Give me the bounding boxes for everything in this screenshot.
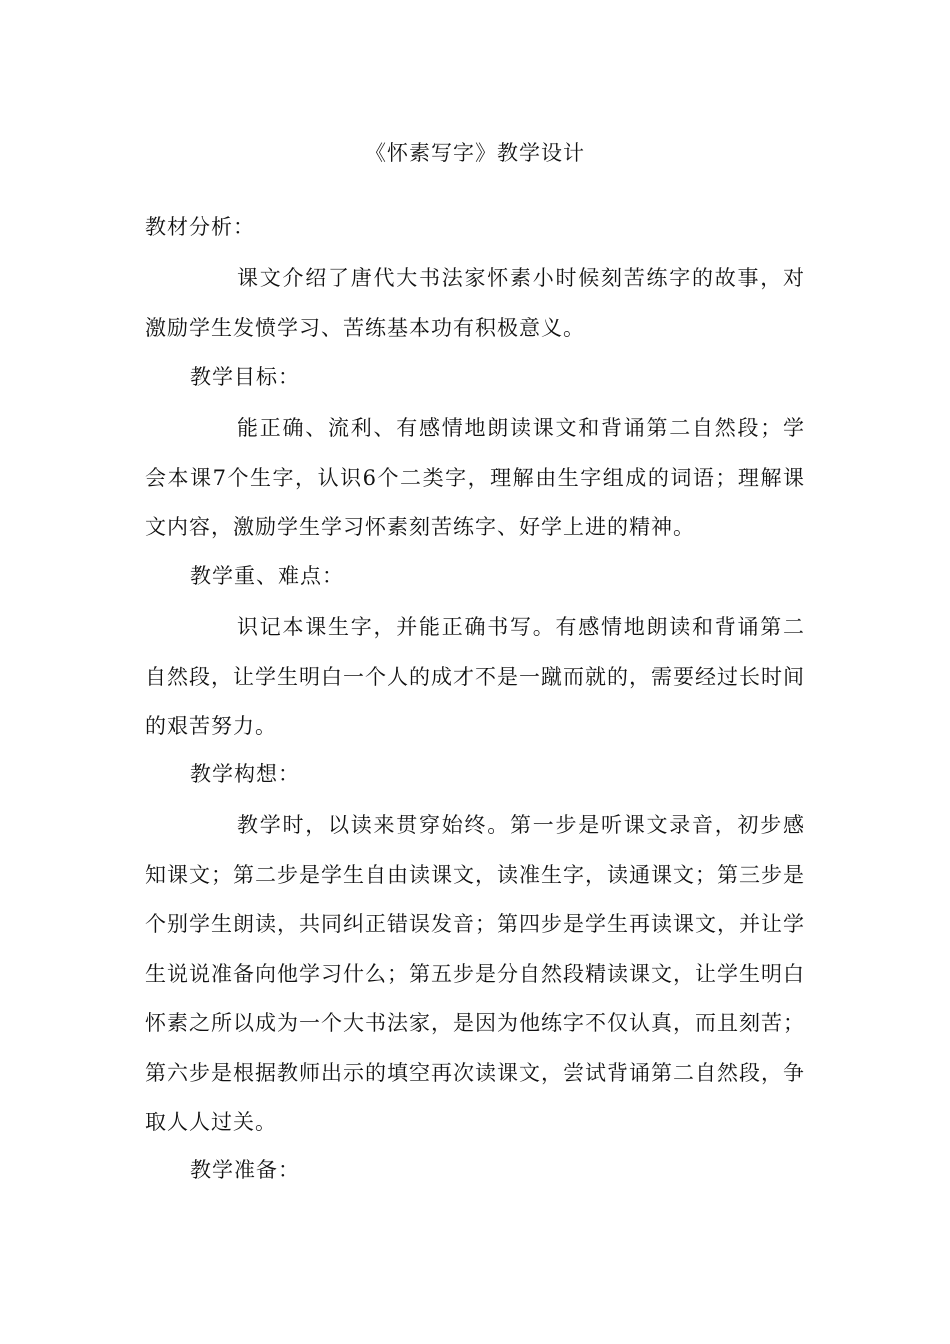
heading-teaching-goals: 教学目标： xyxy=(190,365,300,389)
paragraph-teaching-goals: 能正确、流利、有感情地朗读课文和背诵第二自然段；学会本课7个生字，认识6个二类字，理解由生字组成的词语；理解课文内容，激励学生学习怀素刻苦练字、好学上进的精神。 xyxy=(145,416,805,539)
paragraph-key-points: 识记本课生字，并能正确书写。有感情地朗读和背诵第二自然段，让学生明白一个人的成才不是一蹴而就的，需要经过长时间的艰苦努力。 xyxy=(145,615,805,738)
paragraph-teaching-concept: 教学时，以读来贯穿始终。第一步是听课文录音，初步感知课文；第二步是学生自由读课文，读准生字，读通课文；第三步是个别学生朗读，共同纠正错误发音；第四步是学生再读课文，并让学生说说准备向他学习什么；第五步是分自然段精读课文，让学生明白怀素之所以成为一个大书法家，是因为他练字不仅认真，而且刻苦；第六步是根据教师出示的填空再次读课文，尝试背诵第二自然段，争取人人过关。 xyxy=(145,813,805,1134)
heading-textbook-analysis: 教材分析： xyxy=(145,215,255,239)
heading-teaching-preparation: 教学准备： xyxy=(190,1158,300,1182)
document-title: 《怀素写字》教学设计 xyxy=(365,141,585,165)
heading-key-points: 教学重、难点： xyxy=(190,564,344,588)
heading-teaching-concept: 教学构想： xyxy=(190,762,300,786)
paragraph-textbook-analysis: 课文介绍了唐代大书法家怀素小时候刻苦练字的故事，对激励学生发愤学习、苦练基本功有积极意义。 xyxy=(145,266,805,340)
